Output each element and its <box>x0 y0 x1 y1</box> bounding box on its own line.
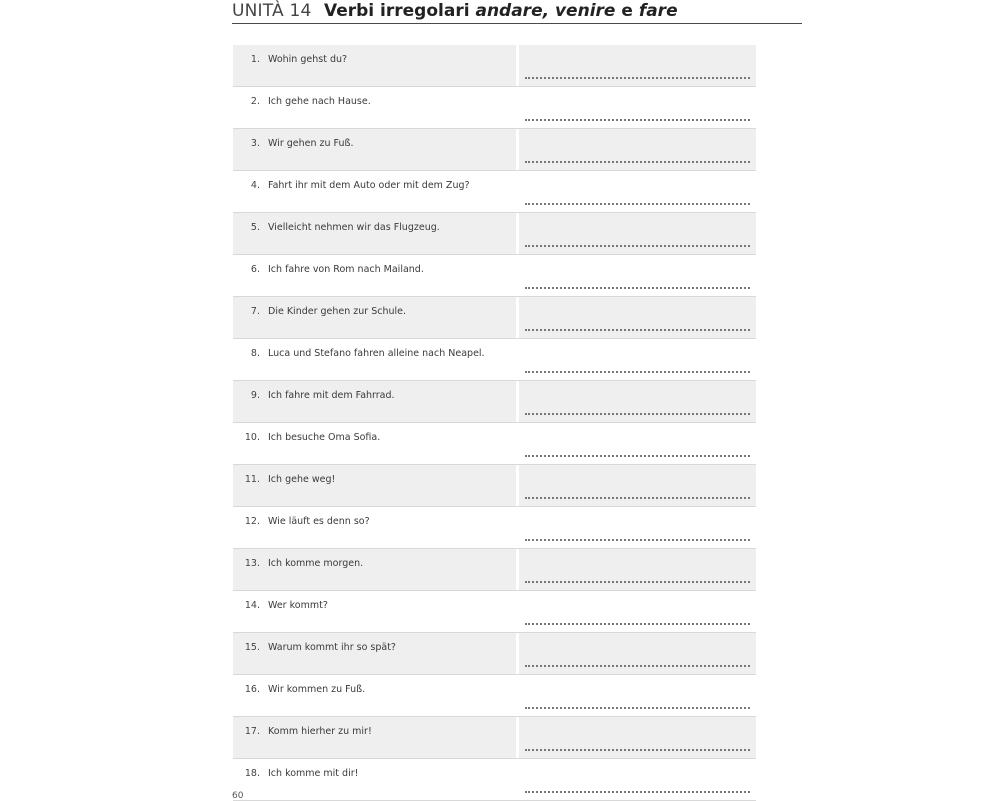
item-number: 6. <box>250 264 260 275</box>
exercise-row <box>233 213 756 255</box>
answer-cell[interactable] <box>519 507 756 548</box>
answer-cell[interactable] <box>519 591 756 632</box>
answer-line[interactable] <box>525 371 750 375</box>
prompt-cell <box>233 507 516 548</box>
item-sentence: Wir gehen zu Fuß. <box>268 138 354 149</box>
prompt-cell <box>233 675 516 716</box>
exercise-row <box>233 423 756 465</box>
answer-cell[interactable] <box>519 465 756 506</box>
answer-line[interactable] <box>525 77 750 81</box>
title-italic: andare, venire <box>475 1 616 21</box>
exercise-row <box>233 675 756 717</box>
answer-line[interactable] <box>525 329 750 333</box>
item-number: 8. <box>250 348 260 359</box>
answer-line[interactable] <box>525 287 750 291</box>
answer-cell[interactable] <box>519 381 756 422</box>
answer-line[interactable] <box>525 203 750 207</box>
prompt-cell <box>233 423 516 464</box>
answer-cell[interactable] <box>519 45 756 86</box>
prompt-cell <box>233 129 516 170</box>
item-number: 1. <box>250 54 260 65</box>
exercise-row <box>233 255 756 297</box>
prompt-cell <box>233 549 516 590</box>
unit-label: UNITÀ 14 <box>232 1 312 21</box>
exercise-row <box>233 759 756 801</box>
answer-cell[interactable] <box>519 423 756 464</box>
item-number: 16. <box>244 684 260 695</box>
item-number: 12. <box>244 516 260 527</box>
item-sentence: Vielleicht nehmen wir das Flugzeug. <box>268 222 440 233</box>
item-number: 15. <box>244 642 260 653</box>
prompt-cell <box>233 87 516 128</box>
item-sentence: Wie läuft es denn so? <box>268 516 370 527</box>
item-number: 2. <box>250 96 260 107</box>
item-number: 13. <box>244 558 260 569</box>
title-italic-2: fare <box>638 1 678 21</box>
item-sentence: Ich besuche Oma Sofia. <box>268 432 381 443</box>
answer-line[interactable] <box>525 665 750 669</box>
answer-cell[interactable] <box>519 171 756 212</box>
answer-cell[interactable] <box>519 87 756 128</box>
prompt-cell <box>233 591 516 632</box>
prompt-cell <box>233 213 516 254</box>
item-number: 17. <box>244 726 260 737</box>
exercise-row <box>233 465 756 507</box>
answer-line[interactable] <box>525 707 750 711</box>
prompt-cell <box>233 465 516 506</box>
answer-cell[interactable] <box>519 213 756 254</box>
item-sentence: Wir kommen zu Fuß. <box>268 684 366 695</box>
item-number: 3. <box>250 138 260 149</box>
answer-line[interactable] <box>525 791 750 795</box>
exercise-row <box>233 339 756 381</box>
exercise-row <box>233 87 756 129</box>
answer-line[interactable] <box>525 749 750 753</box>
prompt-cell <box>233 717 516 758</box>
item-number: 4. <box>250 180 260 191</box>
answer-line[interactable] <box>525 455 750 459</box>
item-number: 5. <box>250 222 260 233</box>
prompt-cell <box>233 759 516 800</box>
answer-cell[interactable] <box>519 759 756 800</box>
item-sentence: Warum kommt ihr so spät? <box>268 642 396 653</box>
answer-line[interactable] <box>525 413 750 417</box>
answer-line[interactable] <box>525 161 750 165</box>
answer-line[interactable] <box>525 245 750 249</box>
exercise-row <box>233 507 756 549</box>
item-sentence: Fahrt ihr mit dem Auto oder mit dem Zug? <box>268 180 470 191</box>
answer-cell[interactable] <box>519 129 756 170</box>
answer-line[interactable] <box>525 497 750 501</box>
title-joiner: e <box>615 1 639 21</box>
item-sentence: Die Kinder gehen zur Schule. <box>268 306 407 317</box>
prompt-cell <box>233 633 516 674</box>
answer-line[interactable] <box>525 119 750 123</box>
item-sentence: Ich fahre mit dem Fahrrad. <box>268 390 395 401</box>
prompt-cell <box>233 381 516 422</box>
answer-line[interactable] <box>525 623 750 627</box>
item-number: 10. <box>244 432 260 443</box>
prompt-cell <box>233 339 516 380</box>
answer-cell[interactable] <box>519 339 756 380</box>
prompt-cell <box>233 255 516 296</box>
item-sentence: Luca und Stefano fahren alleine nach Neapel. <box>268 348 485 359</box>
answer-cell[interactable] <box>519 255 756 296</box>
exercise-row <box>233 717 756 759</box>
exercise-row <box>233 549 756 591</box>
exercise-row <box>233 129 756 171</box>
item-sentence: Ich gehe weg! <box>268 474 336 485</box>
answer-cell[interactable] <box>519 717 756 758</box>
item-sentence: Wer kommt? <box>268 600 328 611</box>
prompt-cell <box>233 171 516 212</box>
exercise-row <box>233 171 756 213</box>
exercise-row <box>233 381 756 423</box>
answer-cell[interactable] <box>519 549 756 590</box>
page-header <box>232 0 802 24</box>
item-sentence: Ich gehe nach Hause. <box>268 96 371 107</box>
exercise-row <box>233 633 756 675</box>
page-number: 60 <box>232 791 244 801</box>
item-sentence: Komm hierher zu mir! <box>268 726 372 737</box>
answer-line[interactable] <box>525 539 750 543</box>
answer-line[interactable] <box>525 581 750 585</box>
item-number: 18. <box>244 768 260 779</box>
item-sentence: Ich komme mit dir! <box>268 768 359 779</box>
answer-cell[interactable] <box>519 297 756 338</box>
page-title <box>324 1 678 21</box>
answer-cell[interactable] <box>519 633 756 674</box>
exercise-row <box>233 45 756 87</box>
exercise-row <box>233 591 756 633</box>
item-number: 7. <box>250 306 260 317</box>
prompt-cell <box>233 297 516 338</box>
title-plain: Verbi irregolari <box>324 1 476 21</box>
answer-cell[interactable] <box>519 675 756 716</box>
item-number: 11. <box>244 474 260 485</box>
item-sentence: Wohin gehst du? <box>268 54 348 65</box>
item-number: 14. <box>244 600 260 611</box>
item-number: 9. <box>250 390 260 401</box>
exercise-table <box>233 45 756 801</box>
exercise-row <box>233 297 756 339</box>
prompt-cell <box>233 45 516 86</box>
item-sentence: Ich fahre von Rom nach Mailand. <box>268 264 424 275</box>
item-sentence: Ich komme morgen. <box>268 558 364 569</box>
